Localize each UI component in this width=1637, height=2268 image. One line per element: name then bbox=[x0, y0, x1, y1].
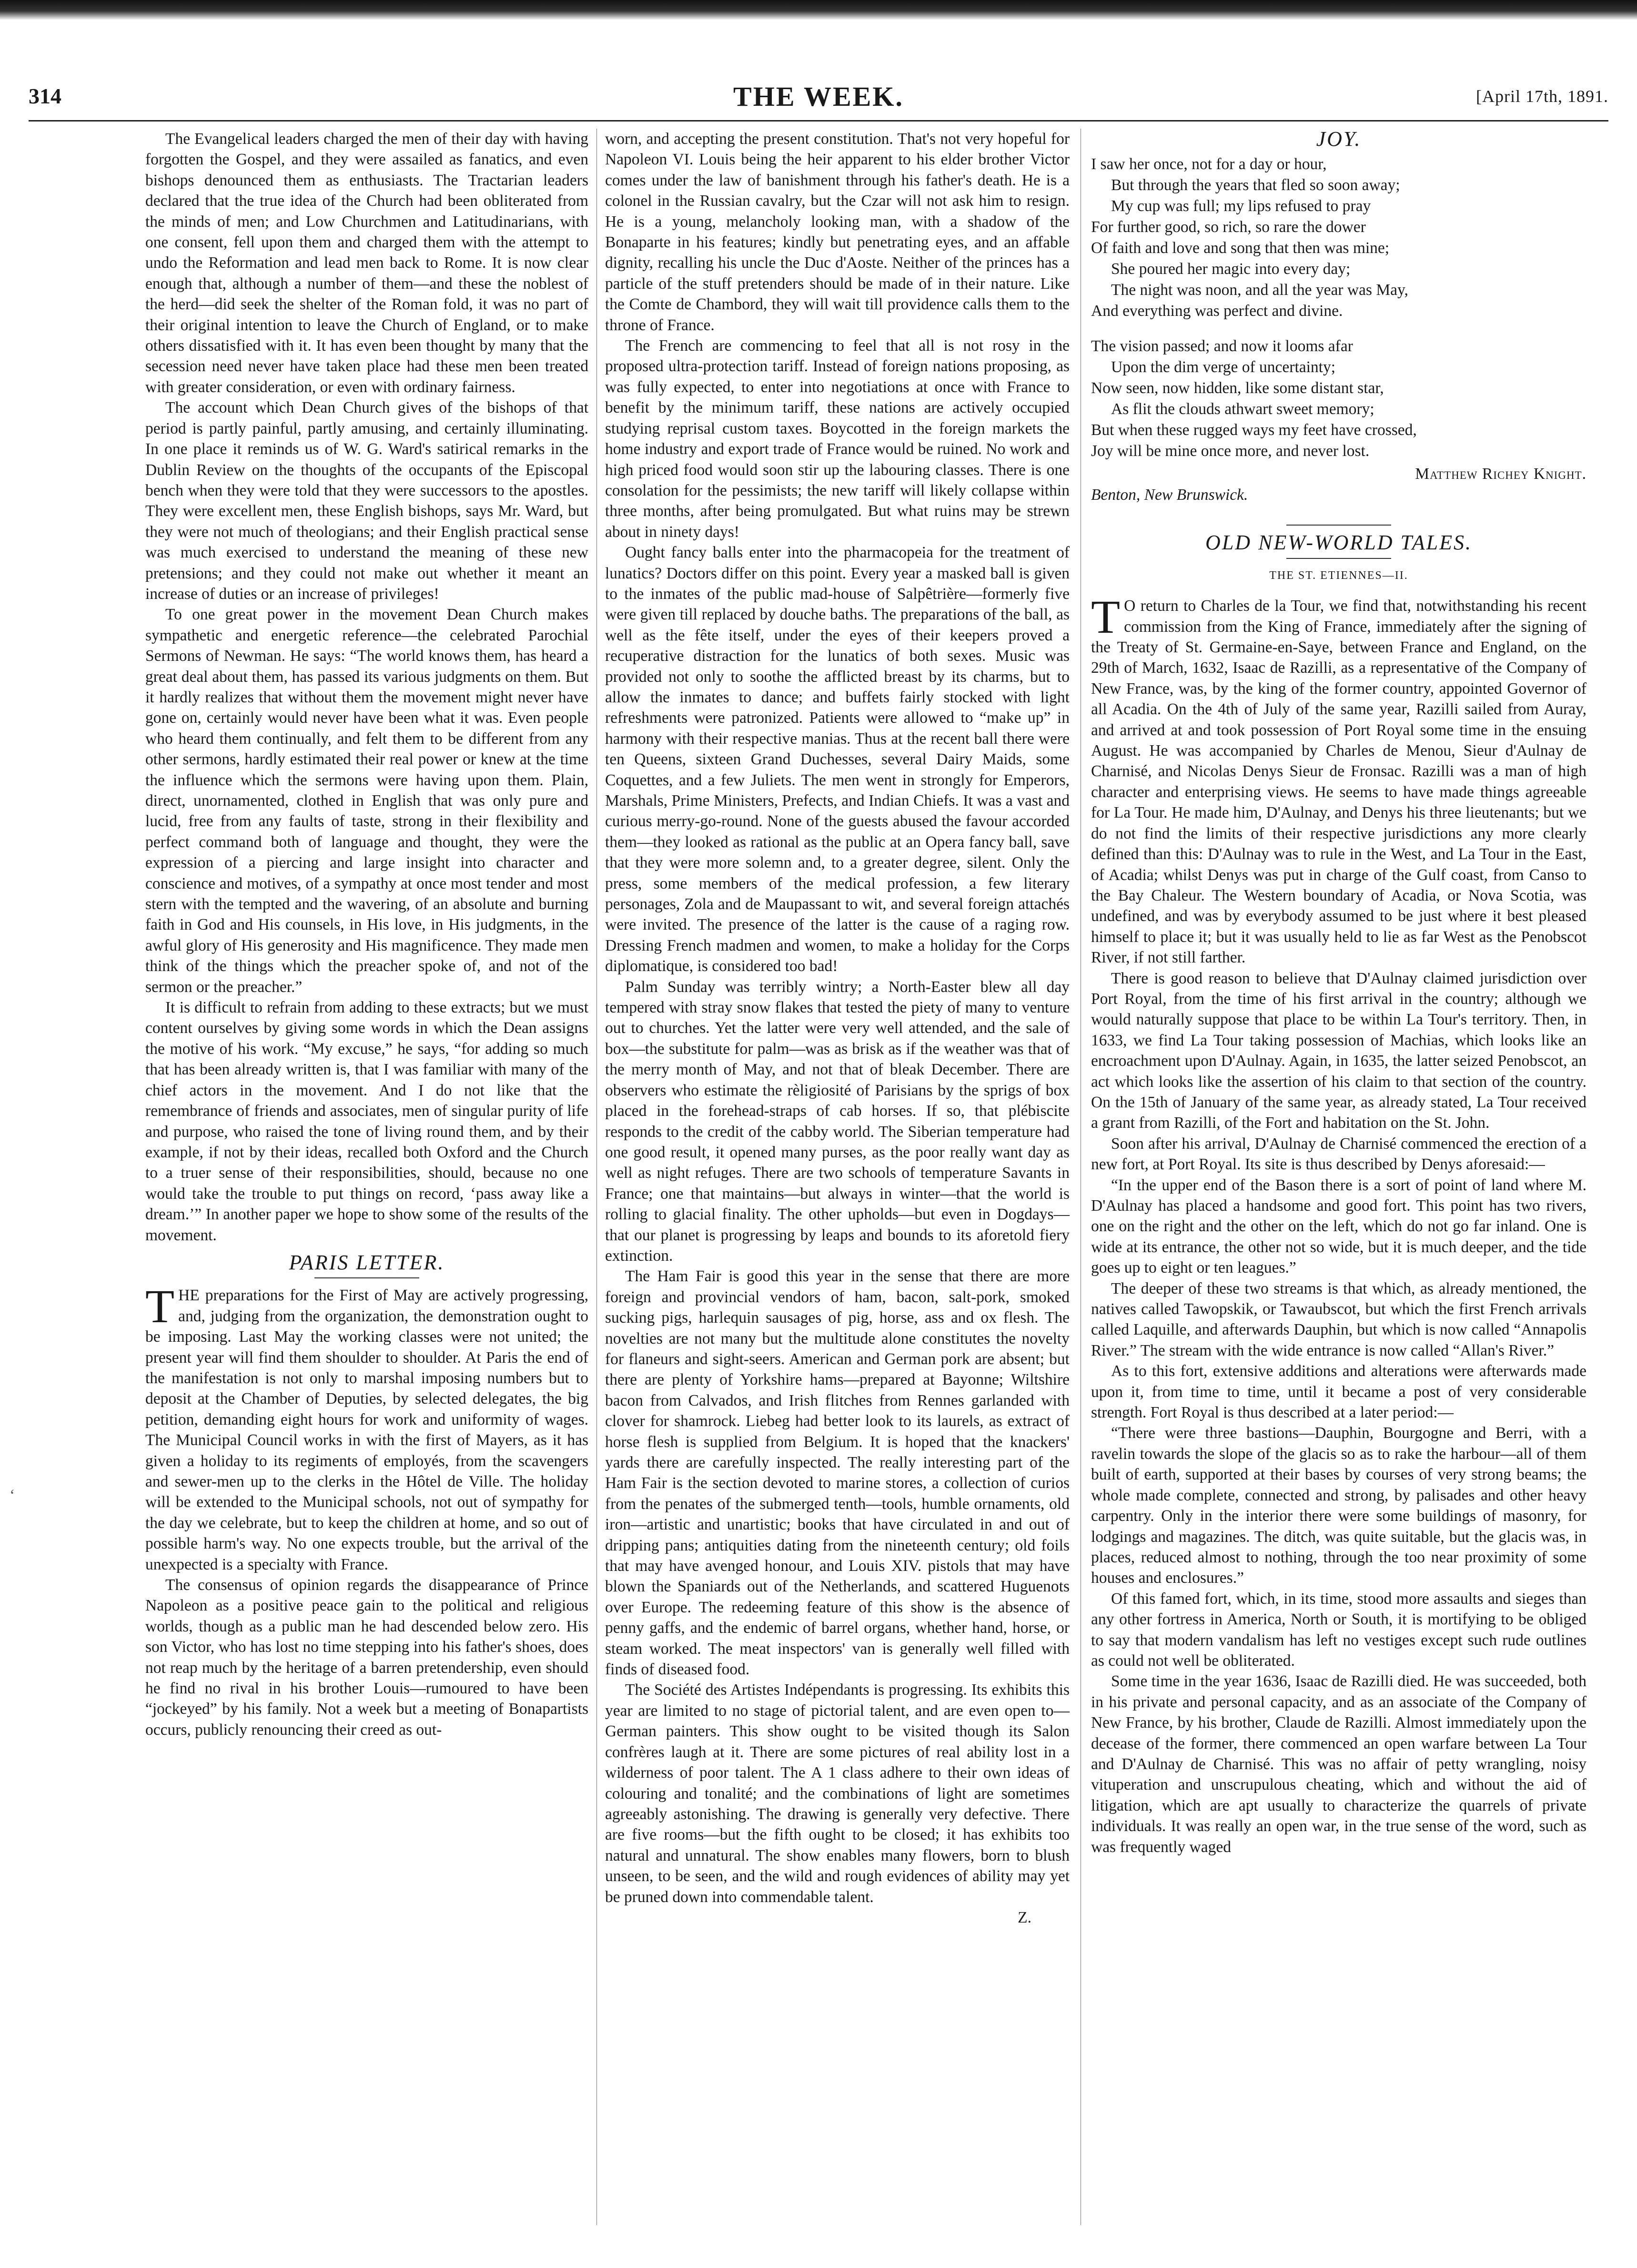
poem-line: But through the years that fled so soon away; bbox=[1111, 176, 1400, 194]
section-title-old-new-world-tales: OLD NEW-WORLD TALES. bbox=[1205, 531, 1472, 555]
drop-cap: T bbox=[1091, 590, 1121, 644]
paragraph: The French are commencing to feel that all is not rosy in the proposed ultra-protection tariff. Instead of foreign nations proposing, as was fully expected, to enter into negotiations at once with France to benefit by the minimum tariff, these nations are actively occupied studying reprisal custom taxes. Boycotted in the foreign markets the home industry and export trade of France would be ruined. No work and high priced food would soon stir up the labouring classes. There is one consolation for the pessimists; the new tariff will likely collapse within three months, after being promulgated. But what ruins may be strewn about in ninety days! bbox=[605, 337, 1070, 541]
stanza bbox=[1091, 336, 1586, 462]
drop-cap: T bbox=[145, 1280, 175, 1333]
paragraph: As to this fort, extensive additions and alterations were afterwards made upon it, from time to time, until it became a post of very considerable strength. Fort Royal is thus described at a later period:— bbox=[1091, 1362, 1586, 1422]
paragraph: It is difficult to refrain from adding to these extracts; but we must content ourselves by giving some words in which the Dean assigns the motive of his work. “My excuse,” he says, “for adding so much that has been already written is, that I was familiar with many of the chief actors in the movement. And I do not like that the remembrance of friends and associates, men of singular purity of life and purpose, who raised the tone of living round them, and by their example, if not by their ideas, recalled both Oxford and the Church to a truer sense of their responsibilities, should, because no one would take the trouble to put things on record, ‘pass away like a dream.’” In another paper we hope to show some of the results of the movement. bbox=[145, 999, 588, 1244]
section-rule bbox=[1286, 558, 1391, 559]
column-left bbox=[145, 129, 588, 1740]
scan-edge bbox=[0, 0, 1637, 20]
poem-line: The vision passed; and now it looms afar bbox=[1091, 337, 1353, 355]
poem-line: Upon the dim verge of uncertainty; bbox=[1111, 358, 1336, 376]
poem-line: But when these rugged ways my feet have crossed, bbox=[1091, 421, 1417, 439]
paragraph-text: HE preparations for the First of May are actively progressing, and, judging from the organization, the demonstration ought to be imposing. Last May the working classes were not united; the present year will find them shoulder to shoulder. At Paris the end of the manifestation is not only to marshal imposing numbers but to deposit at the Chamber of Deputies, by selected delegates, the big petition, demanding eight hours for work and uniformity of wages. The Municipal Council works in with the first of Mayers, as it has given a holiday to its regiments of employés, from the scavengers and sewer-men up to the clerks in the Hôtel de Ville. The holiday will be extended to the Municipal schools, not out of sympathy for the day we celebrate, but to keep the children at home, and so out of possible harm's way. No one expects trouble, but the arrival of the unexpected is a specialty with France. bbox=[145, 1286, 588, 1573]
poem-line: Of faith and love and song that then was mine; bbox=[1091, 239, 1390, 257]
column-right bbox=[1091, 129, 1586, 1857]
column-divider bbox=[596, 129, 597, 2225]
paragraph: The Société des Artistes Indépendants is progressing. Its exhibits this year are limited to no stage of pictorial talent, and are even open to—German painters. This show ought to be visited though its Salon confrères laugh at it. There are some pictures of real ability lost in a wilderness of poor talent. The A 1 class adhere to their own ideas of colouring and tonalité; and the combinations of light are sometimes agreeably astonishing. The drawing is generally very defective. There are five rooms—but the fifth ought to be closed; it has exhibits too natural and unnatural. The show enables many flowers, born to blush unseen, to be seen, and the wild and rough evidences of ability may yet be pruned down into commendable talent. bbox=[605, 1681, 1070, 1906]
paragraph: The Evangelical leaders charged the men of their day with having forgotten the Gospel, and they were assailed as fanatics, and even bishops denounced them as enthusiasts. The Tractarian leaders declared that the true idea of the Church had been obliterated from the minds of men; and Low Churchmen and Latitudinarians, with one consent, fell upon them and charged them with the attempt to undo the Reformation and lead men back to Rome. It is now clear enough that, although a number of them—and these the noblest of the herd—did seek the shelter of the Roman fold, it was no part of their original intention to leave the Church of England, or to make others dissatisfied with it. It has even been thought by many that the secession need never have taken place had these men been treated with greater consideration, or even with ordinary fairness. bbox=[145, 130, 588, 396]
poem-author: Matthew Richey Knight. bbox=[1415, 465, 1586, 483]
paragraph: The consensus of opinion regards the disappearance of Prince Napoleon as a positive peace gain to the political and religious worlds, though as a public man he had descended below zero. His son Victor, who has lost no time stepping into his father's shoes, does not reap much by the heritage of a barren pretendership, even should he find no rival in his brother Louis—rumoured to have been “jockeyed” by his family. Not a week but a meeting of Bonapartists occurs, publicly renouncing their creed as out- bbox=[145, 1576, 588, 1739]
paragraph: Some time in the year 1636, Isaac de Razilli died. He was succeeded, both in his private and personal capacity, and as an associate of the Company of New France, by his brother, Claude de Razilli. Almost immediately upon the decease of the former, there commenced an open warfare between La Tour and D'Aulnay de Charnisé. This was no affair of petty wrangling, noisy vituperation and unscrupulous cheating, which and without the aid of litigation, which are apt usually to characterize the quarrels of private individuals. It was really an open war, in the true sense of the word, such as was frequently waged bbox=[1091, 1672, 1586, 1856]
poem-place: Benton, New Brunswick. bbox=[1091, 486, 1248, 504]
poem-title: JOY. bbox=[1316, 127, 1362, 151]
signature: Z. bbox=[1018, 1908, 1031, 1926]
poem-line: And everything was perfect and divine. bbox=[1091, 302, 1343, 320]
paragraph: worn, and accepting the present constitution. That's not very hopeful for Napoleon VI. Louis being the heir apparent to his elder brother Victor comes under the law of banishment through his father's death. He is a colonel in the Russian cavalry, but the Czar will not ask him to resign. He is a young, melancholy looking man, with a shadow of the Bonaparte in his features; kindly but penetrating eyes, and an affable dignity, recalling his uncle the Duc d'Aoste. Neither of the princes has a particle of the stuff pretenders should be made of in their nature. Like the Comte de Chambord, they will wait till providence calls them to the throne of France. bbox=[605, 130, 1070, 334]
page-header bbox=[29, 83, 1608, 122]
poem-line: I saw her once, not for a day or hour, bbox=[1091, 155, 1327, 173]
poem-line: For further good, so rich, so rare the dower bbox=[1091, 218, 1366, 236]
poem bbox=[1091, 154, 1586, 506]
paragraph: Soon after his arrival, D'Aulnay de Charnisé commenced the erection of a new fort, at Port Royal. Its site is thus described by Denys aforesaid:— bbox=[1091, 1134, 1586, 1174]
section-rule bbox=[1286, 525, 1391, 526]
section-rule bbox=[314, 1277, 419, 1278]
paper-title: THE WEEK. bbox=[733, 81, 904, 112]
section-title-paris-letter: PARIS LETTER. bbox=[289, 1250, 445, 1274]
quotation: “There were three bastions—Dauphin, Bourgogne and Berri, with a ravelin towards the slope of the glacis so as to rake the harbour—all of them built of earth, supported at their bases by courses of very strong beams; the whole made complete, connected and strong, by palisades and other heavy carpentry. Only in the interior there were some buildings of masonry, for lodgings and magazines. The ditch, was quite suitable, but the glacis was, in places, reduced almost to nothing, through the too near proximity of some houses and enclosures.” bbox=[1091, 1424, 1586, 1587]
paragraph: The account which Dean Church gives of the bishops of that period is partly painful, partly amusing, and certainly illuminating. In one place it reminds us of W. G. Ward's satirical remarks in the Dublin Review on the thoughts of the occupants of the Episcopal bench when they were told that they were successors to the apostles. They were excellent men, these English bishops, says Mr. Ward, but they were not much of theologians; and their English practical sense was much exercised to understand the meaning of these new pretensions; and they could not make out whether it meant an increase of duties or an increase of privileges! bbox=[145, 399, 588, 603]
paragraph: Ought fancy balls enter into the pharmacopeia for the treatment of lunatics? Doctors differ on this point. Every year a masked ball is given to the inmates of the public mad-house of Salpêtrière—formerly five were given till replaced by douche baths. The preparations of the ball, as well as the fête itself, under the eyes of their keepers proved a recuperative distraction for the lunatics of both sexes. Music was provided not only to soothe the afflicted breast by its charms, but to allow the inmates to dance; and buffets fairly stocked with light refreshments were patronized. Patients were allowed to “make up” in harmony with their respective manias. Thus at the recent ball there were ten Queens, sixteen Grand Duchesses, several Dairy Maids, some Coquettes, and a few Juliets. The men went in strongly for Emperors, Marshals, Prime Ministers, Prefects, and Indian Chiefs. It was a vast and curious merry-go-round. None of the guests abused the favour accorded them—they looked as rational as the public at an Opera fancy ball, save that they were more solemn and, to a greater degree, silent. Only the press, some members of the medical profession, a few literary personages, Zola and de Maupassant to wit, and several foreign attachés were invited. The presence of the latter is the cause of a raging row. Dressing French madmen and women, to make a holiday for the Corps diplomatique, is considered too bad! bbox=[605, 544, 1070, 975]
paragraph-with-dropcap bbox=[1091, 590, 1586, 968]
poem-line: She poured her magic into every day; bbox=[1111, 260, 1351, 278]
poem-line: As flit the clouds athwart sweet memory; bbox=[1111, 400, 1374, 418]
paragraph: Palm Sunday was terribly wintry; a North-Easter blew all day tempered with stray snow flakes that tested the piety of many to venture out to churches. Yet the latter were very well attended, and the sale of box—the substitute for palm—was as brisk as if the weather was that of the merry month of May, and not that of bleak December. There are observers who estimate the rèligiosité of Parisians by the sprigs of box placed in the forehead-straps of cab horses. If so, that plébiscite responds to the credit of the cabby world. The Siberian temperature had one good result, it opened many purses, as the poor really want day as well as night refuges. There are two schools of temperature Savants in France; one that maintains—but always in winter—that the world is rolling to glacial finality. The other upholds—but even in Dogdays—that our planet is progressing by leaps and bounds to its aforetold fiery extinction. bbox=[605, 978, 1070, 1265]
section-subtitle: THE ST. ETIENNES—II. bbox=[1269, 569, 1408, 582]
quotation: “In the upper end of the Bason there is a sort of point of land where M. D'Aulnay has placed a handsome and good fort. This point has two rivers, one on the right and the other on the left, which do not go far inland. One is wide at its entrance, the other not so wide, but it is much deeper, and the tide goes up to eight or ten leagues.” bbox=[1091, 1176, 1586, 1277]
column-middle bbox=[605, 129, 1070, 1928]
paragraph: To one great power in the movement Dean Church makes sympathetic and energetic reference—the celebrated Parochial Sermons of Newman. He says: “The world knows them, has heard a great deal about them, has passed its various judgments on them. But it hardly realizes that without them the movement might never have gone on, certainly would never have been what it was. Even people who heard them continually, and felt them to be different from any other sermons, hardly estimated their real power or knew at the time the influence which the sermons were having upon them. Plain, direct, unornamented, clothed in English that was only pure and lucid, free from any faults of taste, strong in their flexibility and perfect command both of language and thought, they were the expression of a piercing and large insight into character and conscience and motives, of a sympathy at once most tender and most stern with the tempted and the wavering, of an absolute and burning faith in God and His counsels, in His love, in His judgments, in the awful glory of His generosity and His magnificence. They made men think of the things which the preacher spoke of, and not of the sermon or the preacher.” bbox=[145, 606, 588, 996]
paragraph: There is good reason to believe that D'Aulnay claimed jurisdiction over Port Royal, from the time of his first arrival in the country; although we would naturally suppose that place to be within La Tour's territory. Then, in 1633, we find La Tour taking possession of Machias, which looks like an encroachment upon D'Aulnay. Again, in 1635, the latter seized Penobscot, an act which looks like the assertion of his claim to that section of the country. On the 15th of January of the same year, as already stated, La Tour received a grant from Razilli, of the Fort and habitation on the St. John. bbox=[1091, 969, 1586, 1132]
margin-mark: ‘ bbox=[10, 1487, 15, 1504]
poem-line: Now seen, now hidden, like some distant star, bbox=[1091, 379, 1384, 397]
paragraph: The deeper of these two streams is that which, as already mentioned, the natives called Tawopskik, or Tawaubscot, but which the first French arrivals called Laquille, and afterwards Dauphin, but which is now called “Annapolis River.” The stream with the wide entrance is now called “Allan's River.” bbox=[1091, 1279, 1586, 1359]
page-number: 314 bbox=[29, 84, 61, 108]
stanza bbox=[1091, 154, 1586, 322]
poem-line: The night was noon, and all the year was May, bbox=[1111, 281, 1408, 299]
paragraph-with-dropcap bbox=[145, 1280, 588, 1575]
paragraph-text: O return to Charles de la Tour, we find that, notwithstanding his recent commission from the King of France, immediately after the signing of the Treaty of St. Germaine-en-Saye, between France and England, on the 29th of March, 1632, Isaac de Razilli, as a representative of the Company of New France, was, by the king of the former country, appointed Governor of all Acadia. On the 4th of July of the same year, Razilli sailed from Auray, and arrived at and took possession of Port Royal some time in the ensuing August. He was accompanied by Charles de Menou, Sieur d'Aulnay de Charnisé, and Nicolas Denys Sieur de Fronsac. Razilli was a man of high character and enterprising views. He seems to have made things agreeable for La Tour. He made him, D'Aulnay, and Denys his three lieutenants; but we do not find the limits of their respective jurisdictions any more clearly defined than this: D'Aulnay was to rule in the West, and La Tour in the East, of Acadia; whilst Denys was put in charge of the Gulf coast, from Canso to the Bay Chaleur. The Western boundary of Acadia, or Nova Scotia, was undefined, and was by everybody assumed to be just where it best pleased himself to place it; but it was usually held to lie as far West as the Penobscot River, if not still farther. bbox=[1091, 597, 1586, 967]
paragraph: The Ham Fair is good this year in the sense that there are more foreign and provincial vendors of ham, bacon, salt-pork, smoked sucking pigs, harlequin sausages of pig, horse, ass and ox flesh. The novelties are not many but the multitude alone constitutes the novelty for flaneurs and sight-seers. American and German pork are absent; but there are plenty of Yorkshire hams—prepared at Bayonne; Wiltshire bacon from Calvados, and Irish flitches from Rennes garlanded with clover for shamrock. Liebeg had better look to its laurels, as extract of horse flesh is supplied from Belgium. It is hoped that the knackers' yards there are carefully inspected. The really interesting part of the Ham Fair is the section devoted to marine stores, a collection of curios from the penates of the submerged tenth—tools, humble ornaments, old iron—artistic and unartistic; books that have circulated in and out of dripping pans; antiquities dating from the nineteenth century; old foils that may have avenged honour, and Louis XIV. pistols that may have blown the Spaniards out of the Netherlands, and scattered Huguenots over Europe. The redeeming feature of this show is the absence of penny gaffs, and the endemic of barrel organs, whether hand, horse, or steam worked. The meat inspectors' van is generally well filled with finds of diseased food. bbox=[605, 1267, 1070, 1679]
issue-date: [April 17th, 1891. bbox=[1476, 87, 1608, 106]
paragraph: Of this famed fort, which, in its time, stood more assaults and sieges than any other fortress in America, North or South, it is mortifying to be obliged to say that modern vandalism has left no vestiges except such rude outlines as could not well be obliterated. bbox=[1091, 1590, 1586, 1670]
header-rule bbox=[29, 120, 1608, 122]
poem-line: My cup was full; my lips refused to pray bbox=[1111, 197, 1371, 215]
poem-line: Joy will be mine once more, and never lost. bbox=[1091, 442, 1370, 460]
